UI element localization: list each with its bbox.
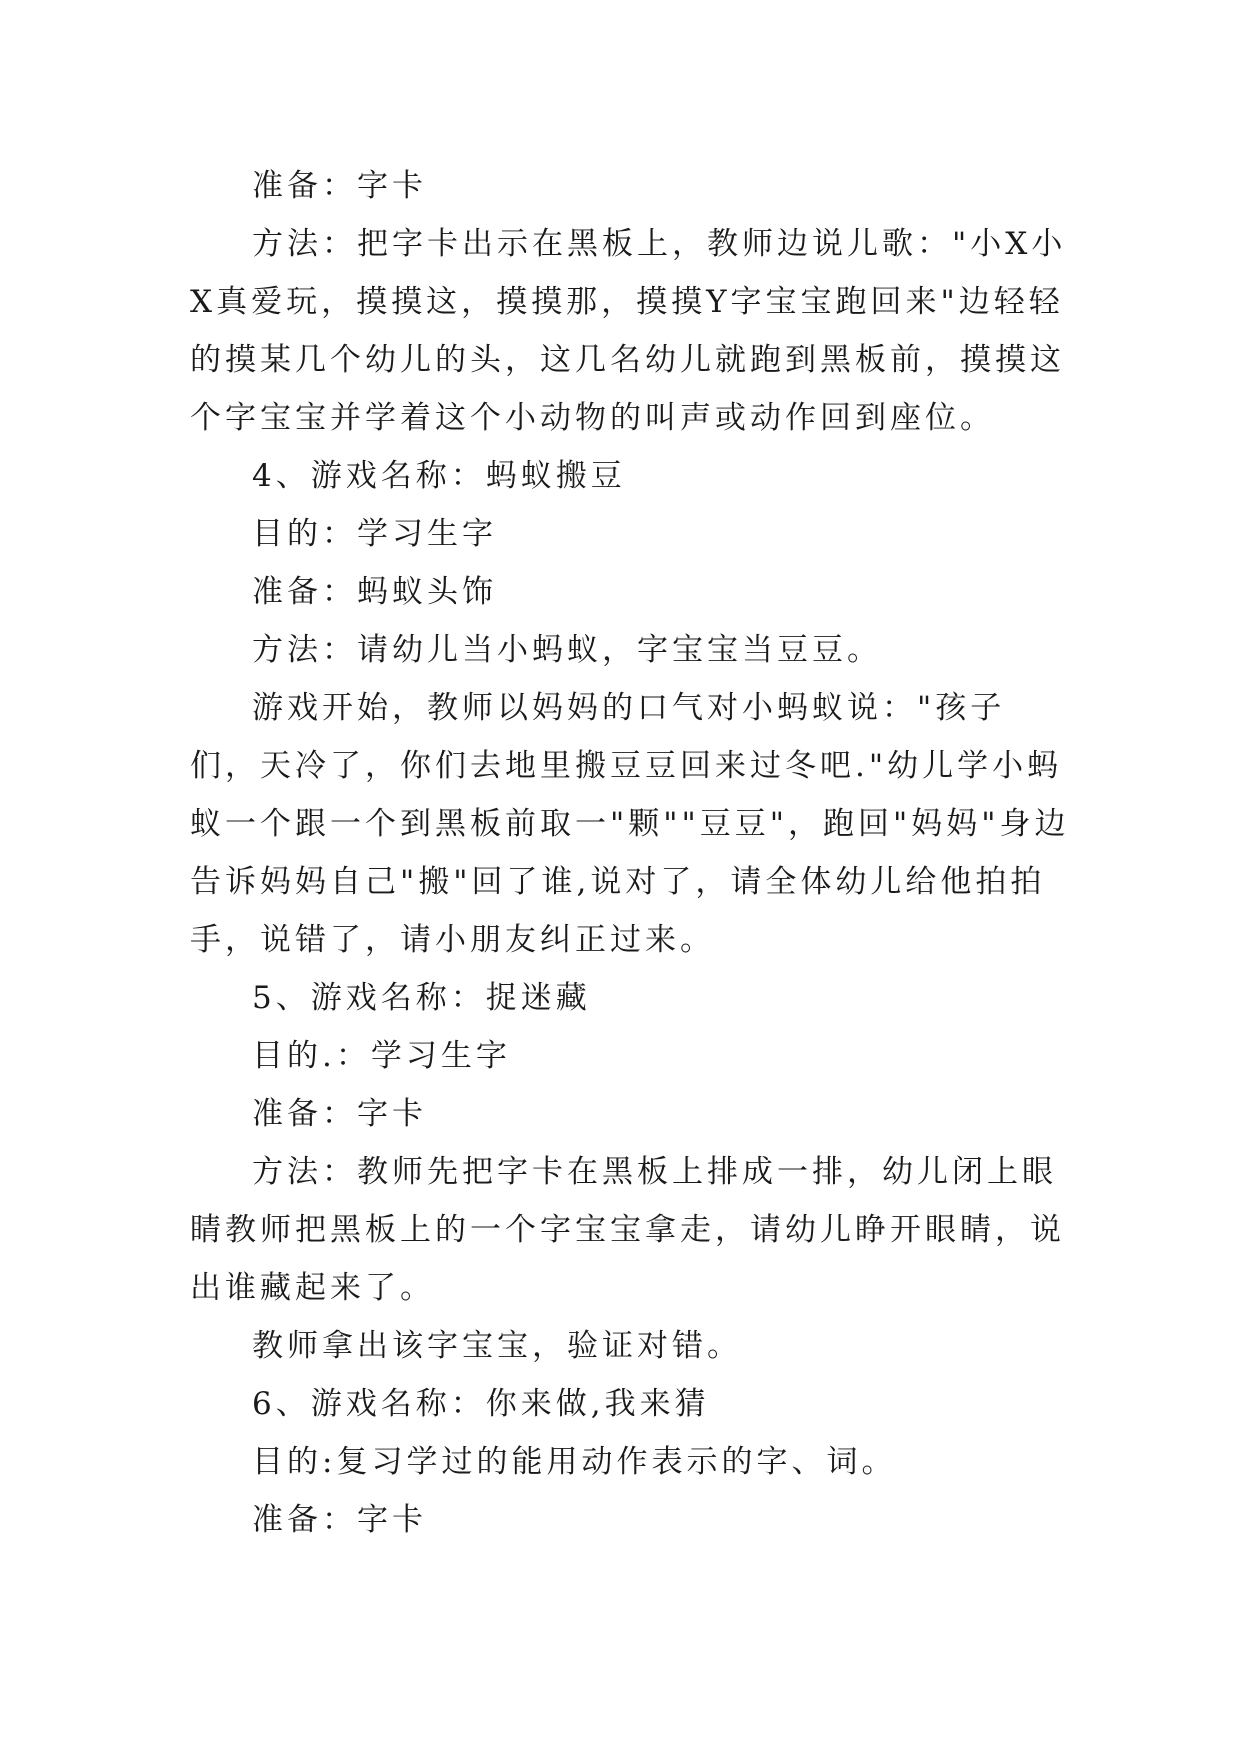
paragraph: 6、游戏名称：你来做,我来猜 <box>252 1386 710 1422</box>
document-body <box>190 157 1070 1549</box>
paragraph: 准备：字卡 <box>252 1096 427 1132</box>
paragraph: 4、游戏名称：蚂蚁搬豆 <box>252 458 626 494</box>
paragraph: 方法：把字卡出示在黑板上，教师边说儿歌："小X小X真爱玩，摸摸这，摸摸那，摸摸Y字宝宝跑回来"边轻轻的摸某几个幼儿的头，这几名幼儿就跑到黑板前，摸摸这个字宝宝并学着这个小动物的叫声或动作回到座位。 <box>190 226 1067 436</box>
paragraph: 准备：字卡 <box>252 1502 427 1538</box>
paragraph: 教师拿出该字宝宝，验证对错。 <box>252 1328 742 1364</box>
paragraph: 目的.：学习生字 <box>252 1038 511 1074</box>
paragraph: 准备：蚂蚁头饰 <box>252 574 497 610</box>
paragraph: 游戏开始，教师以妈妈的口气对小蚂蚁说："孩子们，天冷了，你们去地里搬豆豆回来过冬吧."幼儿学小蚂蚁一个跟一个到黑板前取一"颗""豆豆"，跑回"妈妈"身边告诉妈妈自己"搬"回了谁,说对了，请全体幼儿给他拍拍手，说错了，请小朋友纠正过来。 <box>190 690 1070 958</box>
paragraph: 5、游戏名称：捉迷藏 <box>252 980 591 1016</box>
paragraph: 目的:复习学过的能用动作表示的字、词。 <box>252 1444 897 1480</box>
paragraph: 方法：教师先把字卡在黑板上排成一排，幼儿闭上眼睛教师把黑板上的一个字宝宝拿走，请幼儿睁开眼睛，说出谁藏起来了。 <box>190 1154 1065 1306</box>
paragraph: 目的：学习生字 <box>252 516 497 552</box>
paragraph: 准备：字卡 <box>252 168 427 204</box>
paragraph: 方法：请幼儿当小蚂蚁，字宝宝当豆豆。 <box>252 632 882 668</box>
